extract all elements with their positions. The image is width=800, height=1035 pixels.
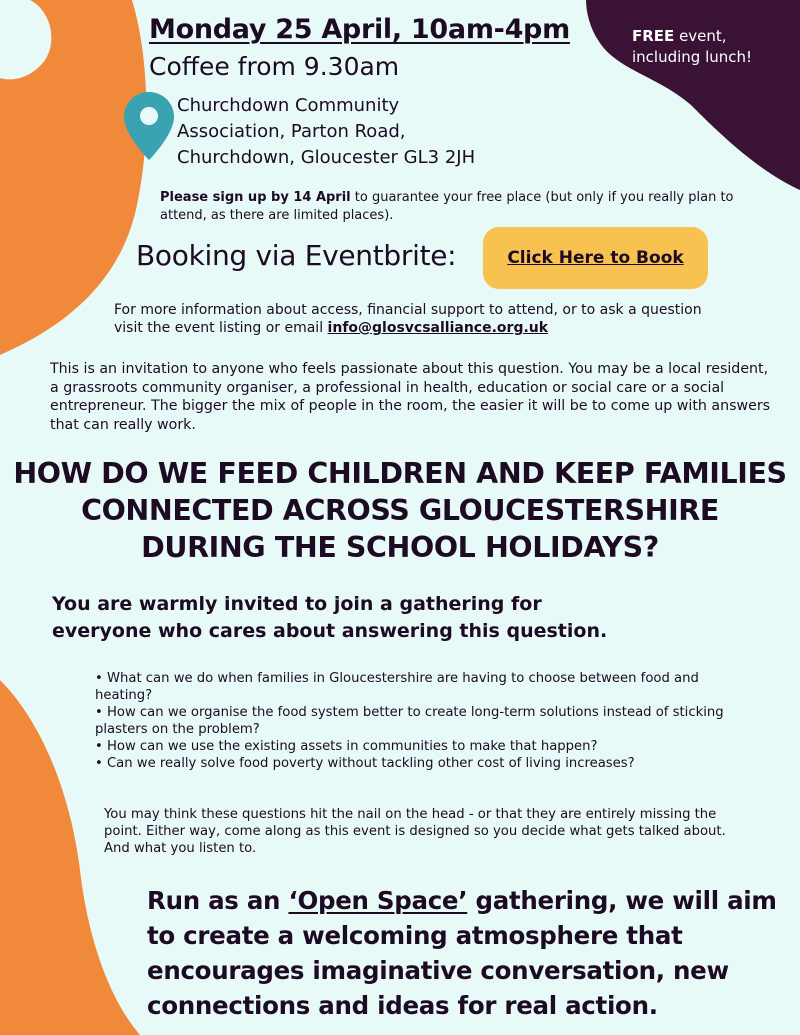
more-info-text: For more information about access, financial support to attend, or to ask a question visit the event listing or email: [114, 302, 702, 336]
invitation-line-1: You are warmly invited to join a gathering for: [52, 593, 542, 615]
headline-line-1: HOW DO WE FEED CHILDREN AND KEEP FAMILIES: [13, 457, 787, 490]
headline-line-2: CONNECTED ACROSS GLOUCESTERSHIRE: [81, 494, 719, 527]
intro-paragraph: This is an invitation to anyone who feels passionate about this question. You may be a local resident, a grassroots community organiser, a professional in health, education or social care or a social entrepreneur. The bigger the mix of people in the room, the easier it will be to come up with answers that can really work.: [50, 361, 771, 433]
open-space-prefix: Run as an: [147, 886, 289, 915]
signup-deadline-bold: Please sign up by 14 April: [160, 190, 351, 205]
signup-deadline: [160, 189, 775, 225]
open-space-link[interactable]: ‘Open Space’: [288, 886, 468, 915]
coffee-time: Coffee from 9.30am: [149, 52, 400, 81]
event-address: [177, 93, 475, 171]
more-info: [114, 301, 714, 337]
open-space-suffix: gathering, we will aim to create a welcoming atmosphere that encourages imaginative conversation, new connections and ideas for real action.: [147, 886, 777, 1020]
invitation-heading: [52, 591, 692, 645]
free-lunch-text: including lunch!: [632, 48, 753, 66]
question-item: • Can we really solve food poverty without tackling other cost of living increases?: [95, 756, 635, 771]
free-label: FREE: [632, 27, 675, 45]
address-line-1: Churchdown Community: [177, 95, 400, 116]
question-item: • What can we do when families in Gloucestershire are having to choose between food and heating?: [95, 671, 699, 703]
invitation-line-2: everyone who cares about answering this question.: [52, 620, 608, 642]
book-button[interactable]: Click Here to Book: [483, 227, 708, 289]
email-link[interactable]: info@glosvcsalliance.org.uk: [327, 320, 549, 336]
main-headline: [10, 455, 790, 566]
address-line-3: Churchdown, Gloucester GL3 2JH: [177, 147, 476, 168]
map-pin-icon: [122, 90, 176, 162]
headline-line-3: DURING THE SCHOOL HOLIDAYS?: [141, 531, 659, 564]
event-design-paragraph: You may think these questions hit the nail on the head - or that they are entirely missing the point. Either way, come along as this event is designed so you decide what gets talked about. And what you listen to.: [104, 807, 726, 856]
question-item: • How can we use the existing assets in communities to make that happen?: [95, 739, 598, 754]
event-date-time: Monday 25 April, 10am-4pm: [149, 14, 570, 45]
questions-list: [95, 670, 755, 772]
address-line-2: Association, Parton Road,: [177, 121, 406, 142]
free-event-note: [632, 26, 752, 68]
booking-label: Booking via Eventbrite:: [136, 239, 457, 272]
question-item: • How can we organise the food system better to create long-term solutions instead of sticking plasters on the problem?: [95, 705, 724, 737]
open-space-statement: [147, 883, 777, 1023]
signup-deadline-rest: to guarantee your free place (but only if you really plan to attend, as there are limited places).: [160, 190, 734, 223]
free-event-text: event,: [674, 27, 727, 45]
